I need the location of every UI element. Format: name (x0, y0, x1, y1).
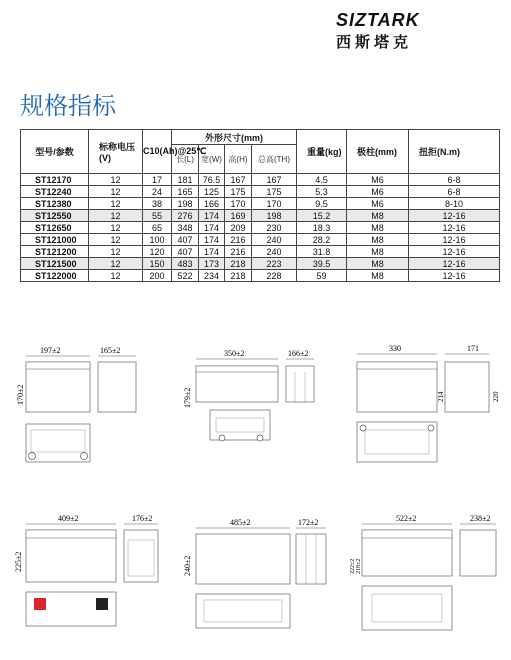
cell-torque: 8-10 (409, 198, 500, 210)
cell-width: 76.5 (199, 174, 225, 186)
width-dimension-6: 238±2 (470, 514, 491, 523)
width-dimension-5: 172±2 (298, 518, 319, 527)
cell-model: ST12650 (21, 222, 89, 234)
cell-weight: 28.2 (297, 234, 347, 246)
table-row (21, 186, 500, 198)
header-length: 长(L) (172, 145, 199, 174)
cell-width: 234 (199, 270, 225, 282)
length-dimension-1: 197±2 (40, 346, 61, 355)
table-row (21, 246, 500, 258)
cell-model: ST12550 (21, 210, 89, 222)
cell-height: 216 (225, 234, 252, 246)
cell-total-height: 223 (252, 258, 297, 270)
cell-length: 198 (172, 198, 199, 210)
cell-weight: 15.2 (297, 210, 347, 222)
cell-total-height: 170 (252, 198, 297, 210)
battery-drawing-5 (180, 516, 330, 634)
cell-height: 170 (225, 198, 252, 210)
cell-total-height: 175 (252, 186, 297, 198)
cell-weight: 31.8 (297, 246, 347, 258)
cell-width: 174 (199, 234, 225, 246)
height-dimension-1: 170±2 (16, 384, 25, 405)
length-dimension-4: 409±2 (58, 514, 79, 523)
positive-terminal-icon (34, 598, 46, 610)
cell-height: 218 (225, 270, 252, 282)
cell-terminal: M8 (347, 270, 409, 282)
length-dimension-2: 350±2 (224, 349, 245, 358)
cell-terminal: M6 (347, 174, 409, 186)
cell-height: 216 (225, 246, 252, 258)
width-dimension-2: 166±2 (288, 349, 309, 358)
cell-voltage: 12 (89, 174, 143, 186)
cell-length: 407 (172, 234, 199, 246)
cell-length: 348 (172, 222, 199, 234)
cell-model: ST121000 (21, 234, 89, 246)
height-dimension-5: 240±2 (183, 555, 192, 576)
cell-torque: 12-16 (409, 258, 500, 270)
cell-model: ST12170 (21, 174, 89, 186)
cell-torque: 12-16 (409, 222, 500, 234)
table-row (21, 210, 500, 222)
cell-weight: 59 (297, 270, 347, 282)
cell-capacity: 55 (143, 210, 172, 222)
battery-drawing-2 (180, 346, 330, 456)
cell-length: 276 (172, 210, 199, 222)
cell-voltage: 12 (89, 234, 143, 246)
battery-drawing-3 (345, 342, 500, 467)
cell-voltage: 12 (89, 222, 143, 234)
cell-total-height: 240 (252, 234, 297, 246)
spec-table (20, 129, 500, 282)
cell-weight: 4.5 (297, 174, 347, 186)
cell-model: ST122000 (21, 270, 89, 282)
cell-width: 174 (199, 222, 225, 234)
cell-capacity: 200 (143, 270, 172, 282)
total-height-dimension-6: 218±2 (356, 558, 362, 574)
negative-terminal-icon (96, 598, 108, 610)
header-voltage: 标称电压(V) (89, 130, 143, 174)
width-dimension-1: 165±2 (100, 346, 121, 355)
length-dimension-5: 485±2 (230, 518, 251, 527)
header-dimensions: 外形尺寸(mm) (172, 130, 297, 145)
cell-total-height: 198 (252, 210, 297, 222)
cell-model: ST12380 (21, 198, 89, 210)
header-weight: 重量(kg) (297, 130, 347, 174)
cell-voltage: 12 (89, 270, 143, 282)
length-dimension-3: 330 (389, 344, 401, 353)
cell-height: 167 (225, 174, 252, 186)
cell-length: 483 (172, 258, 199, 270)
cell-torque: 12-16 (409, 270, 500, 282)
cell-model: ST12240 (21, 186, 89, 198)
header-height: 高(H) (225, 145, 252, 174)
brand-name-chinese: 西斯塔克 (336, 33, 413, 51)
cell-voltage: 12 (89, 246, 143, 258)
header-width: 宽(W) (199, 145, 225, 174)
height-dimension-2: 179±2 (183, 387, 192, 408)
table-row (21, 270, 500, 282)
cell-terminal: M6 (347, 186, 409, 198)
cell-torque: 12-16 (409, 246, 500, 258)
cell-torque: 12-16 (409, 210, 500, 222)
cell-width: 174 (199, 246, 225, 258)
table-row (21, 258, 500, 270)
cell-total-height: 167 (252, 174, 297, 186)
height-dimension-3: 214 (437, 391, 445, 402)
battery-drawing-6 (346, 512, 501, 634)
cell-capacity: 17 (143, 174, 172, 186)
cell-width: 173 (199, 258, 225, 270)
header-model: 型号/参数 (21, 130, 89, 174)
cell-torque: 12-16 (409, 234, 500, 246)
cell-terminal: M8 (347, 222, 409, 234)
cell-capacity: 120 (143, 246, 172, 258)
cell-total-height: 240 (252, 246, 297, 258)
cell-model: ST121200 (21, 246, 89, 258)
cell-torque: 6-8 (409, 174, 500, 186)
height-dimension-4: 225±2 (14, 551, 23, 572)
cell-total-height: 228 (252, 270, 297, 282)
cell-terminal: M8 (347, 210, 409, 222)
table-row (21, 174, 500, 186)
width-dimension-3: 171 (467, 344, 479, 353)
cell-voltage: 12 (89, 210, 143, 222)
cell-weight: 9.5 (297, 198, 347, 210)
cell-capacity: 100 (143, 234, 172, 246)
cell-weight: 18.3 (297, 222, 347, 234)
header-total-height: 总高(TH) (252, 145, 297, 174)
cell-capacity: 24 (143, 186, 172, 198)
cell-width: 166 (199, 198, 225, 210)
table-row (21, 198, 500, 210)
cell-length: 181 (172, 174, 199, 186)
cell-terminal: M8 (347, 234, 409, 246)
cell-weight: 5.3 (297, 186, 347, 198)
cell-length: 165 (172, 186, 199, 198)
cell-weight: 39.5 (297, 258, 347, 270)
total-height-dimension-3: 220 (492, 391, 500, 402)
header-terminal: 极柱(mm) (347, 130, 409, 174)
length-dimension-6: 522±2 (396, 514, 417, 523)
cell-voltage: 12 (89, 258, 143, 270)
cell-terminal: M8 (347, 246, 409, 258)
height-dimension-6: 222±2 (350, 558, 356, 574)
cell-length: 407 (172, 246, 199, 258)
cell-height: 218 (225, 258, 252, 270)
battery-drawing-4 (12, 512, 162, 630)
cell-capacity: 38 (143, 198, 172, 210)
cell-total-height: 230 (252, 222, 297, 234)
cell-terminal: M8 (347, 258, 409, 270)
cell-voltage: 12 (89, 186, 143, 198)
width-dimension-4: 176±2 (132, 514, 153, 523)
cell-torque: 6-8 (409, 186, 500, 198)
table-row (21, 234, 500, 246)
cell-height: 209 (225, 222, 252, 234)
table-row (21, 222, 500, 234)
cell-capacity: 150 (143, 258, 172, 270)
cell-height: 169 (225, 210, 252, 222)
brand-logo (336, 10, 428, 54)
cell-width: 174 (199, 210, 225, 222)
cell-width: 125 (199, 186, 225, 198)
cell-capacity: 65 (143, 222, 172, 234)
cell-length: 522 (172, 270, 199, 282)
cell-terminal: M6 (347, 198, 409, 210)
cell-height: 175 (225, 186, 252, 198)
battery-drawing-1 (18, 340, 148, 470)
cell-voltage: 12 (89, 198, 143, 210)
cell-model: ST121500 (21, 258, 89, 270)
brand-name-latin: SIZTARK (336, 10, 420, 30)
page-title: 规格指标 (20, 92, 116, 120)
header-torque: 扭拒(N.m) (409, 130, 500, 174)
header-capacity: C10(Ah)@25℃ (143, 130, 172, 174)
